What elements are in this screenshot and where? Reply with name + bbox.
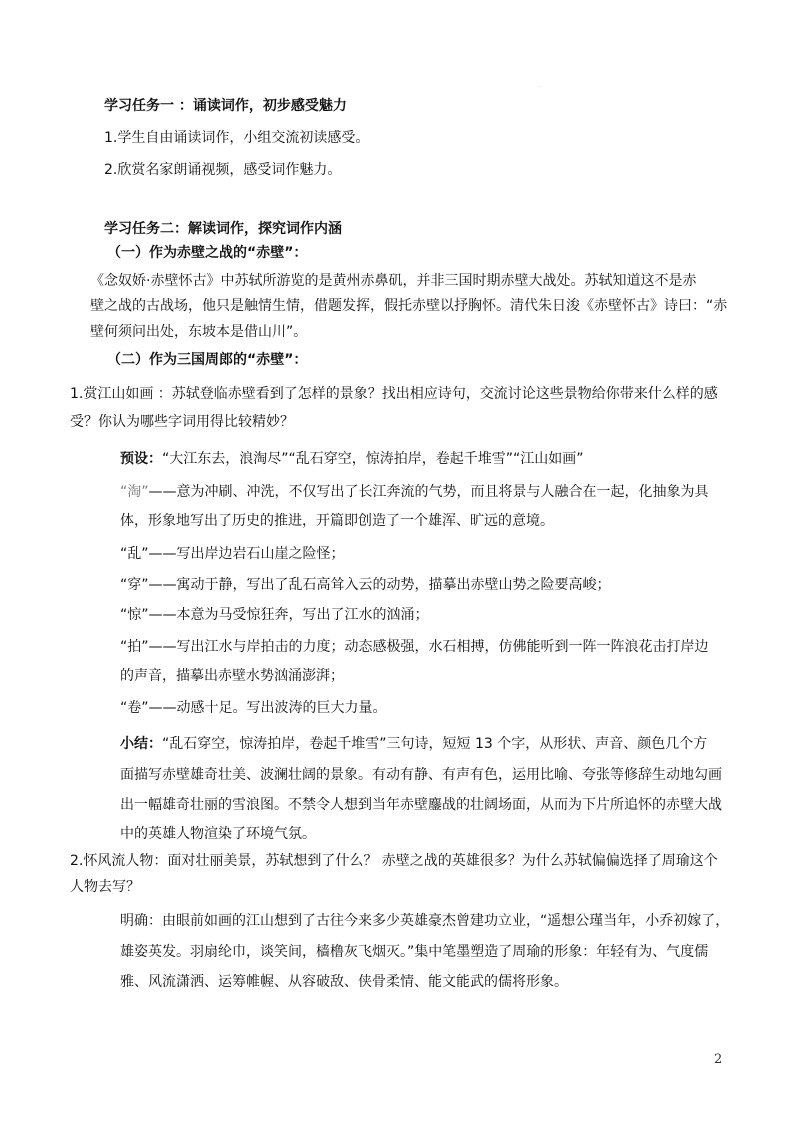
q2-line-1: 2.怀风流人物：面对壮丽美景，苏轼想到了什么？ 赤壁之战的英雄很多？为什么苏轼偏偏选择了周瑜这个 [70,853,718,869]
q2-line-2: 人物去写？ [70,879,140,895]
q1-line-2: 受？你认为哪些字词用得比较精妙？ [70,414,294,430]
tao-rest: ——意为冲刷、冲洗，不仅写出了长江奔流的气势，而且将景与人融合在一起，化抽象为具 [148,484,709,500]
summary-line-2: 面描写赤壁雄奇壮美、波澜壮阔的景象。有动有静、有声有色，运用比喻、夸张等修辞生动地勾画 [120,767,722,783]
task1-item-2: 2.欣赏名家朗诵视频，感受词作魅力。 [104,162,342,178]
pai-line-1: “拍”——写出江水与岸拍击的力度；动态感极强，水石相搏，仿佛能听到一阵一阵浪花击打岸边 [120,639,709,655]
preset-label: 预设： [120,451,162,467]
q1-line-1: 1.赏江山如画 ：苏轼登临赤壁看到了怎样的景象？找出相应诗句，交流讨论这些景物给你带来什么样的感 [70,386,718,402]
summary-line-4: 中的英雄人物渲染了环境气氛。 [120,826,316,842]
juan-line: “卷”——动感十足。写出波涛的巨大力量。 [120,700,387,716]
preset-text: “大江东去，浪淘尽”“乱石穿空，惊涛拍岸，卷起千堆雪”“江山如画” [162,451,584,467]
tao-line-1 [120,482,709,502]
task2-sub2-title: （二）作为三国周郎的“赤壁”： [107,352,308,368]
task1-heading: 学习任务一 ：诵读词作，初步感受魅力 [104,98,347,114]
task2-sub1-title: （一）作为赤壁之战的“赤壁”： [107,245,308,261]
summary-label: 小结： [120,736,162,752]
task2-heading: 学习任务二：解读词作，探究词作内涵 [104,221,342,237]
summary-text-1: “乱石穿空，惊涛拍岸，卷起千堆雪”三句诗，短短 13 个字，从形状、声音、颜色几个方 [162,736,708,752]
answer-line-3: 雅、风流潇洒、运筹帷幄、从容破敌、侠骨柔情、能文能武的儒将形象。 [120,974,568,990]
summary-line-1 [120,734,707,754]
answer-line-2: 雄姿英发。羽扇纶巾，谈笑间，樯橹灰飞烟灭。”集中笔墨塑造了周瑜的形象：年轻有为、气度儒 [120,944,709,960]
task1-item-1: 1.学生自由诵读词作，小组交流初读感受。 [104,130,370,146]
luan-line: “乱”——写出岸边岩石山崖之险怪； [120,546,345,562]
jing-line: “惊”——本意为马受惊狂奔，写出了江水的汹涌； [120,607,429,623]
chuan-line: “穿”——寓动于静，写出了乱石高耸入云的动势，描摹出赤壁山势之险要高峻； [120,577,611,593]
summary-line-3: 出一幅雄奇壮丽的雪浪图。不禁令人想到当年赤壁鏖战的壮阔场面，从而为下片所追怀的赤壁大战 [120,797,722,813]
sub1-para-line-2: 壁之战的古战场，他只是触情生情，借题发挥，假托赤壁以抒胸怀。清代朱日浚《赤壁怀古》诗曰：“赤 [90,298,728,314]
tao-line-2: 体，形象地写出了历史的推进，开篇即创造了一个雄浑、旷远的意境。 [120,513,554,529]
answer-line-1: 明确：由眼前如画的江山想到了古往今来多少英雄豪杰曾建功立业，“遥想公瑾当年，小乔初嫁了， [120,913,730,929]
tao-char: “淘” [120,484,149,500]
sub1-para-line-3: 壁何须问出处，东坡本是借山川”。 [90,324,308,340]
sub1-para-line-1: 《念奴娇·赤壁怀古》中苏轼所游览的是黄州赤鼻矶，并非三国时期赤壁大战处。苏轼知道这不是赤 [90,273,697,289]
preset-line [120,449,584,469]
pai-line-2: 的声音，描摹出赤壁水势汹涌澎湃； [120,668,344,684]
stray-dot: . [538,82,540,89]
page-number: 2 [714,1052,723,1067]
